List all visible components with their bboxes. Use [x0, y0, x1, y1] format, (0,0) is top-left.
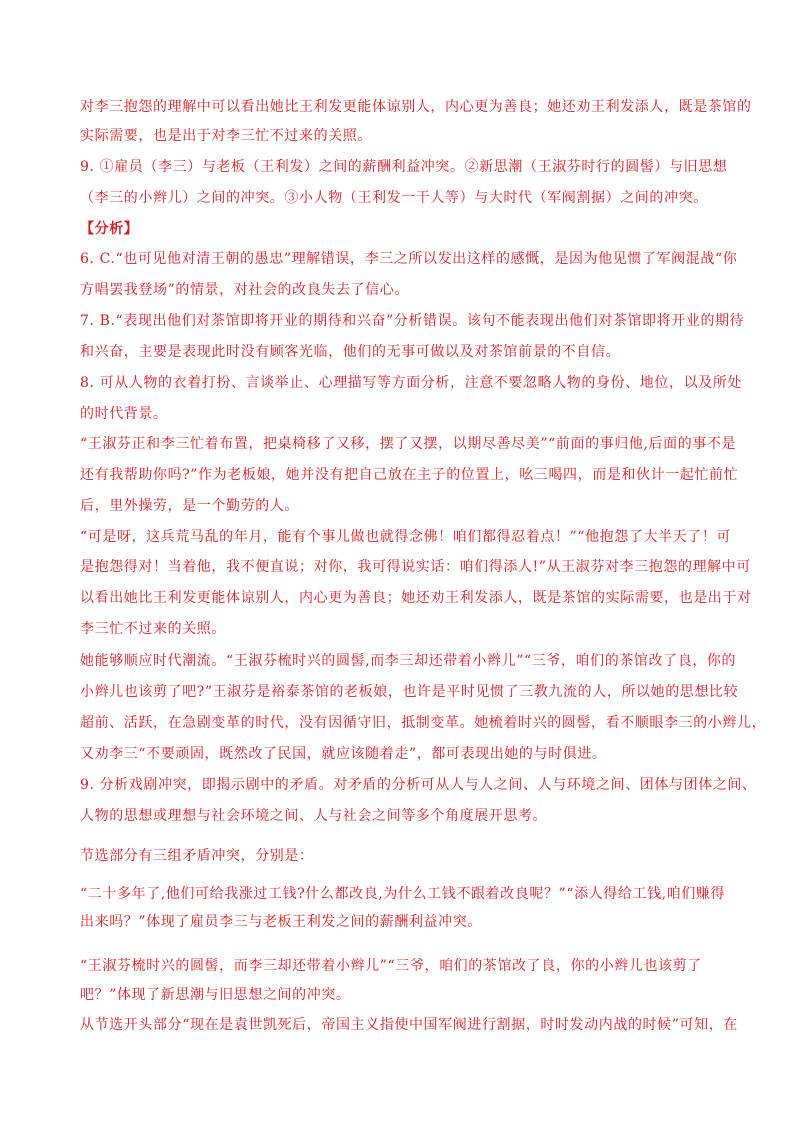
text-line-19: 她能够顺应时代潮流。“王淑芬梳时兴的圆髻,而李三却还带着小辫儿”“三爷，咱们的茶馆改了良，你的 — [80, 653, 737, 669]
text-line-29: 吧？”体现了新思潮与旧思想之间的冲突。 — [80, 987, 351, 1003]
text-line-15: “可是呀，这兵荒马乱的年月，能有个事儿做也就得念佛！咱们都得忍着点！”“他抱怨了大半天了！可 — [80, 529, 732, 545]
text-line-6: 6. C.“也可见他对清王朝的愚忠”理解错误，李三之所以发出这样的感慨，是因为他见惯了军阀混战“你 — [80, 251, 738, 267]
text-line-25: 节选部分有三组矛盾冲突，分别是： — [80, 848, 314, 864]
text-line-8: 7. B.“表现出他们对茶馆即将开业的期待和兴奋”分析错误。该句不能表现出他们对茶馆即将开业的期待 — [80, 313, 745, 329]
text-line-1: 对李三抱怨的理解中可以看出她比王利发更能体谅别人，内心更为善良；她还劝王利发添人，既是茶馆的 — [80, 99, 752, 115]
text-line-24: 人物的思想或理想与社会环境之间、人与社会之间等多个角度展开思考。 — [80, 808, 548, 824]
text-line-11: 的时代背景。 — [80, 406, 168, 422]
text-line-2: 实际需要，也是出于对李三忙不过来的关照。 — [80, 128, 372, 144]
text-line-21: 超前、活跃，在急剧变革的时代，没有因循守旧，抵制变革。她梳着时兴的圆髻，看不顺眼李三的小辫儿， — [80, 715, 767, 731]
section-heading-analysis: 【分析】 — [80, 221, 139, 237]
text-line-26: “二十多年了,他们可给我涨过工钱?什么都改良,为什么工钱不跟着改良呢？”“添人得给工钱,咱们赚得 — [80, 886, 726, 902]
text-line-17: 以看出她比王利发更能体谅别人，内心更为善良；她还劝王利发添人，既是茶馆的实际需要，也是出于对 — [80, 590, 752, 606]
text-line-30: 从节选开头部分“现在是袁世凯死后，帝国主义指使中国军阀进行割据，时时发动内战的时候”可知，在 — [80, 1017, 738, 1033]
text-line-16: 是抱怨得对！当着他，我不便直说；对你，我可得说实话：咱们得添人!”从王淑芬对李三抱怨的理解中可 — [80, 559, 751, 575]
text-line-7: 方唱罢我登场”的情景，对社会的改良失去了信心。 — [80, 282, 409, 298]
text-line-4: （李三的小辫儿）之间的冲突。③小人物（王利发一干人等）与大时代（军阀割据）之间的冲突。 — [80, 190, 708, 206]
text-line-28: “王淑芬梳时兴的圆髻，而李三却还带着小辫儿”“三爷，咱们的茶馆改了良，你的小辫儿也该剪了 — [80, 958, 702, 974]
text-line-12: “王淑芬正和李三忙着布置，把桌椅移了又移，摆了又摆，以期尽善尽美”“前面的事归他,后面的事不是 — [80, 436, 737, 452]
text-line-20: 小辫儿也该剪了吧?”王淑芬是裕泰茶馆的老板娘，也许是平时见惯了三教九流的人，所以她的思想比较 — [80, 684, 739, 700]
text-line-27: 出来吗？”体现了雇员李三与老板王利发之间的薪酬利益冲突。 — [80, 914, 482, 930]
text-line-18: 李三忙不过来的关照。 — [80, 621, 226, 637]
text-line-3: 9. ①雇员（李三）与老板（王利发）之间的薪酬利益冲突。②新思潮（王淑芬时行的圆髻）与旧思想 — [80, 159, 728, 175]
text-line-9: 和兴奋，主要是表现此时没有顾客光临，他们的无事可做以及对茶馆前景的不自信。 — [80, 344, 621, 360]
text-line-14: 后，里外操劳，是一个勤劳的人。 — [80, 498, 299, 514]
text-line-10: 8. 可从人物的衣着打扮、言谈举止、心理描写等方面分析，注意不要忽略人物的身份、地位，以及所处 — [80, 375, 743, 391]
text-line-13: 还有我帮助你吗?”作为老板娘，她并没有把自己放在主子的位置上，吆三喝四，而是和伙计一起忙前忙 — [80, 467, 739, 483]
text-line-22: 又劝李三“不要顽固，既然改了民国，就应该随着走”，都可表现出她的与时俱进。 — [80, 746, 607, 762]
text-line-23: 9. 分析戏剧冲突，即揭示剧中的矛盾。对矛盾的分析可从人与人之间、人与环境之间、团体与团体之间、 — [80, 777, 757, 793]
